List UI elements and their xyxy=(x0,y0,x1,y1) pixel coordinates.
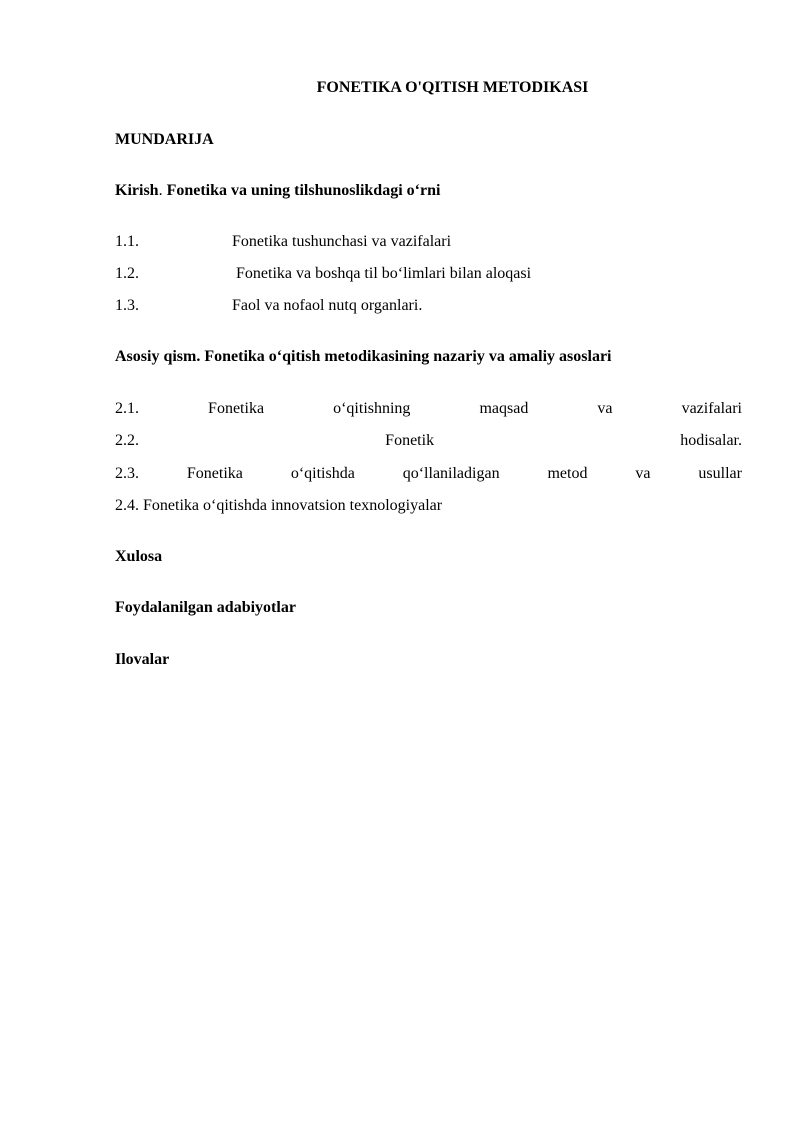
toc-item-2-4: 2.4. Fonetika o‘qitishda innovatsion texnologiyalar xyxy=(115,497,443,514)
toc-item-number: 1.1. xyxy=(115,233,139,250)
toc-word: va xyxy=(635,465,651,482)
references-heading: Foydalanilgan adabiyotlar xyxy=(115,599,296,616)
toc-word: Fonetik xyxy=(385,432,435,449)
appendices-heading: Ilovalar xyxy=(115,651,170,668)
toc-word: 2.2. xyxy=(115,432,139,449)
toc-item-text: Fonetika tushunchasi va vazifalari xyxy=(232,233,452,250)
toc-item-1-3 xyxy=(115,296,742,316)
toc-word: o‘qitishda xyxy=(290,465,355,482)
toc-item-1-1 xyxy=(115,232,742,252)
toc-word: 2.1. xyxy=(115,400,139,417)
intro-heading xyxy=(115,181,742,201)
toc-word: Fonetika xyxy=(186,465,243,482)
toc-word: qo‘llaniladigan xyxy=(402,465,500,482)
toc-word: usullar xyxy=(698,465,742,482)
toc-item-1-2 xyxy=(115,264,742,284)
intro-separator: . xyxy=(158,182,163,199)
toc-word: metod xyxy=(547,465,588,482)
toc-word: vazifalari xyxy=(681,400,742,417)
intro-title: Fonetika va uning tilshunoslikdagi o‘rni xyxy=(162,182,441,199)
toc-item-2-2 xyxy=(115,431,742,451)
toc-word: va xyxy=(597,400,613,417)
toc-word: o‘qitishning xyxy=(333,400,411,417)
toc-item-2-1 xyxy=(115,399,742,419)
toc-word: 2.3. xyxy=(115,465,139,482)
toc-word: Fonetika xyxy=(208,400,265,417)
toc-word: hodisalar. xyxy=(680,432,742,449)
document-title: FONETIKA O'QITISH METODIKASI xyxy=(316,79,589,96)
toc-word: maqsad xyxy=(479,400,529,417)
contents-heading: MUNDARIJA xyxy=(115,131,214,148)
main-heading: Asosiy qism. Fonetika o‘qitish metodikasining nazariy va amaliy asoslari xyxy=(115,348,612,365)
conclusion-heading: Xulosa xyxy=(115,548,163,565)
toc-item-number: 1.3. xyxy=(115,297,139,314)
toc-item-text: Faol va nofaol nutq organlari. xyxy=(232,297,423,314)
toc-item-2-3 xyxy=(115,464,742,484)
toc-item-number: 1.2. xyxy=(115,265,139,282)
intro-label: Kirish xyxy=(115,182,159,199)
toc-item-text: Fonetika va boshqa til bo‘limlari bilan aloqasi xyxy=(232,265,532,282)
